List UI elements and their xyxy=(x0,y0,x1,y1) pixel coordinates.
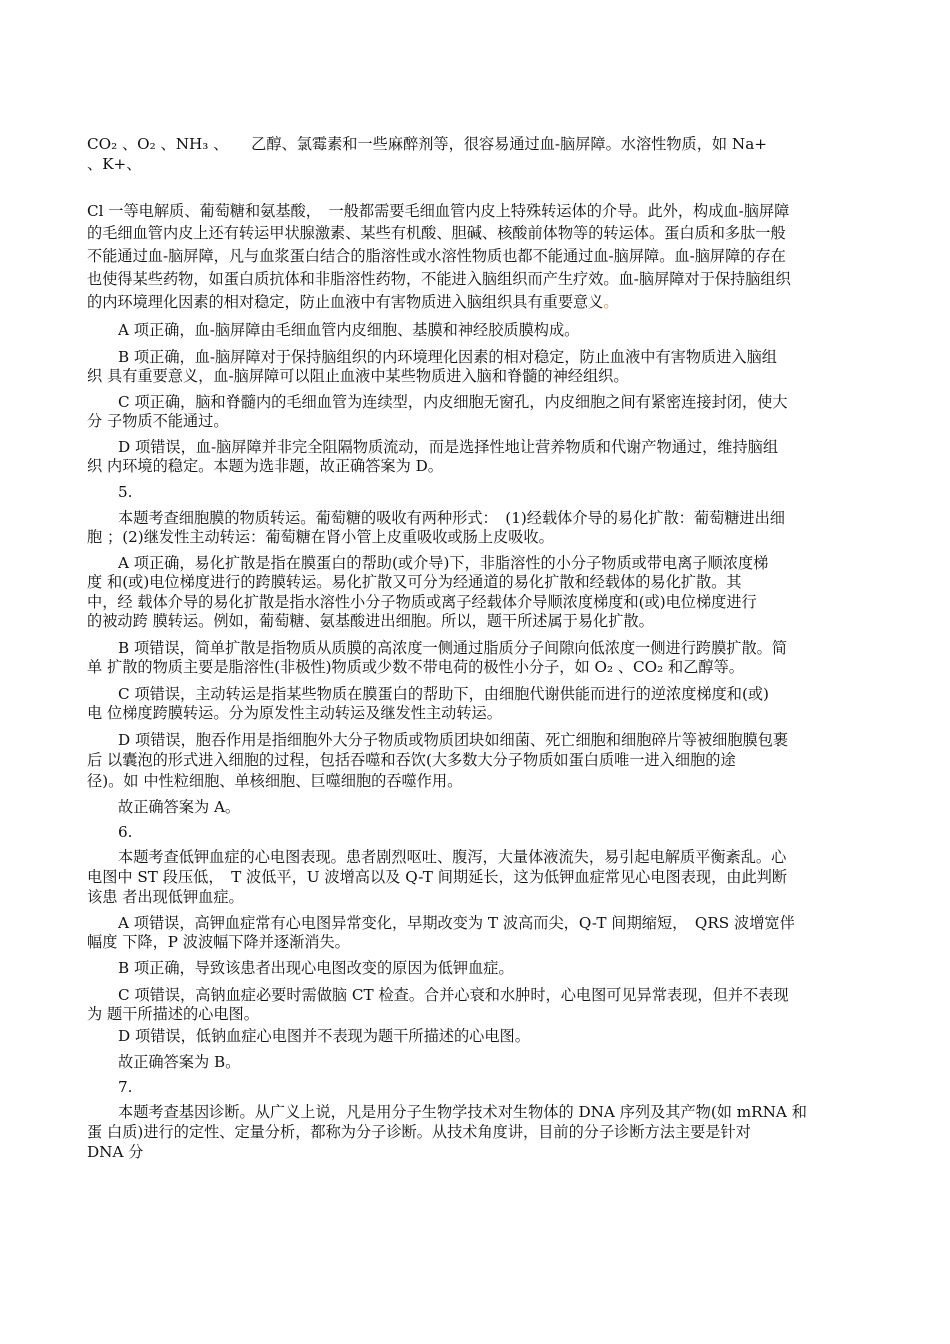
text-line: 为 题干所描述的心电图。 xyxy=(87,1005,259,1023)
answer-line: 故正确答案为 A。 xyxy=(118,798,241,816)
section-number: 6. xyxy=(118,823,133,841)
text-line: 织 具有重要意义，血-脑屏障可以阻止血液中某些物质进入脑和脊髓的神经组织。 xyxy=(87,367,629,385)
text-line: B 项正确，血-脑屏障对于保持脑组织的内环境理化因素的相对稳定，防止血液中有害物质进入脑组 xyxy=(118,348,777,366)
text-line: 该患 者出现低钾血症。 xyxy=(87,888,244,906)
text-line: 分 子物质不能通过。 xyxy=(87,412,229,430)
text-line: C 项错误，主动转运是指某些物质在膜蛋白的帮助下，由细胞代谢供能而进行的逆浓度梯度和(或) xyxy=(118,685,769,703)
text-line: CO₂ 、O₂ 、NH₃ 、 乙醇、氯霉素和一些麻醉剂等，很容易通过血-脑屏障。水溶性物质，如 Na+ xyxy=(87,135,767,153)
text-line: 的毛细血管内皮上还有转运甲状腺激素、某些有机酸、胆碱、核酸前体物等的转运体。蛋白质和多肽一般 xyxy=(87,224,786,242)
text-line: 电图中 ST 段压低， T 波低平，U 波增高以及 Q-T 间期延长，这为低钾血症常见心电图表现，由此判断 xyxy=(87,868,788,886)
text-line: 、K+、 xyxy=(87,155,142,173)
text-line: 的被动跨 膜转运。例如，葡萄糖、氨基酸进出细胞。所以，题干所述属于易化扩散。 xyxy=(87,612,654,630)
period-mark: 。 xyxy=(603,293,619,311)
text-line: 后 以囊泡的形式进入细胞的过程，包括吞噬和吞饮(大多数大分子物质如蛋白质唯一进入细胞的途 xyxy=(87,751,736,769)
text-line: D 项错误，胞吞作用是指细胞外大分子物质或物质团块如细菌、死亡细胞和细胞碎片等被细胞膜包裹 xyxy=(118,731,789,749)
section-number: 7. xyxy=(118,1078,133,1096)
section-number: 5. xyxy=(118,483,133,501)
text-line: Cl 一等电解质、葡萄糖和氨基酸， 一般都需要毛细血管内皮上特殊转运体的介导。此外，构成血-脑屏障 xyxy=(87,202,790,220)
text-line: C 项正确，脑和脊髓内的毛细血管为连续型，内皮细胞无窗孔，内皮细胞之间有紧密连接封闭，使大 xyxy=(118,393,788,411)
text-line: 也使得某些药物，如蛋白质抗体和非脂溶性药物，不能进入脑组织而产生疗效。血-脑屏障对于保持脑组织 xyxy=(87,270,791,288)
text-line xyxy=(87,292,619,312)
text-line: 本题考查基因诊断。从广义上说，凡是用分子生物学技术对生物体的 DNA 序列及其产物(如 mRNA 和 xyxy=(118,1103,807,1121)
text-line: 度 和(或)电位梯度进行的跨膜转运。易化扩散又可分为经通道的易化扩散和经载体的易化扩散。其 xyxy=(87,573,742,591)
text-line: B 项正确，导致该患者出现心电图改变的原因为低钾血症。 xyxy=(118,959,514,977)
text-line: C 项错误，高钠血症必要时需做脑 CT 检查。合并心衰和水肿时，心电图可见异常表现，但并不表现 xyxy=(118,986,789,1004)
text-line: 蛋 白质)进行的定性、定量分析，都称为分子诊断。从技术角度讲，目前的分子诊断方法主要是针对 xyxy=(87,1123,751,1141)
text-line: DNA 分 xyxy=(87,1143,144,1161)
text-line: 不能通过血-脑屏障，凡与血浆蛋白结合的脂溶性或水溶性物质也都不能通过血-脑屏障。血-脑屏障的存在 xyxy=(87,247,786,265)
text-line: 单 扩散的物质主要是脂溶性(非极性)物质或少数不带电荷的极性小分子，如 O₂ 、CO₂ 和乙醇等。 xyxy=(87,658,744,676)
text-line: 中，经 载体介导的易化扩散是指水溶性小分子物质或离子经载体介导顺浓度梯度和(或)电位梯度进行 xyxy=(87,593,757,611)
text-line: A 项正确，血-脑屏障由毛细血管内皮细胞、基膜和神经胶质膜构成。 xyxy=(118,321,580,339)
text-line: B 项错误，简单扩散是指物质从质膜的高浓度一侧通过脂质分子间隙向低浓度一侧进行跨膜扩散。简 xyxy=(118,639,788,657)
text-line: A 项正确，易化扩散是指在膜蛋白的帮助(或介导)下，非脂溶性的小分子物质或带电离子顺浓度梯 xyxy=(118,554,769,572)
text-line: 幅度 下降，P 波波幅下降并逐渐消失。 xyxy=(87,933,350,951)
text-line: 织 内环境的稳定。本题为选非题，故正确答案为 D。 xyxy=(87,457,443,475)
answer-line: 故正确答案为 B。 xyxy=(118,1053,241,1071)
text-line: A 项错误，高钾血症常有心电图异常变化，早期改变为 T 波高而尖，Q-T 间期缩短， QRS 波增宽伴 xyxy=(118,914,795,932)
text-line: 本题考查细胞膜的物质转运。葡萄糖的吸收有两种形式： (1)经载体介导的易化扩散：葡萄糖进出细 xyxy=(118,509,785,527)
text-line: D 项错误，低钠血症心电图并不表现为题干所描述的心电图。 xyxy=(118,1027,530,1045)
text-line: 径)。如 中性粒细胞、单核细胞、巨噬细胞的吞噬作用。 xyxy=(87,772,463,790)
text-line-body: 的内环境理化因素的相对稳定，防止血液中有害物质进入脑组织具有重要意义 xyxy=(87,293,604,311)
text-line: 电 位梯度跨膜转运。分为原发性主动转运及继发性主动转运。 xyxy=(87,704,502,722)
text-line: 本题考查低钾血症的心电图表现。患者剧烈呕吐、腹泻，大量体液流失，易引起电解质平衡紊乱。心 xyxy=(118,848,787,866)
text-line: 胞 ；(2)继发性主动转运：葡萄糖在肾小管上皮重吸收或肠上皮吸收。 xyxy=(87,528,554,546)
text-line: D 项错误，血-脑屏障并非完全阻隔物质流动，而是选择性地让营养物质和代谢产物通过，维持脑组 xyxy=(118,438,779,456)
